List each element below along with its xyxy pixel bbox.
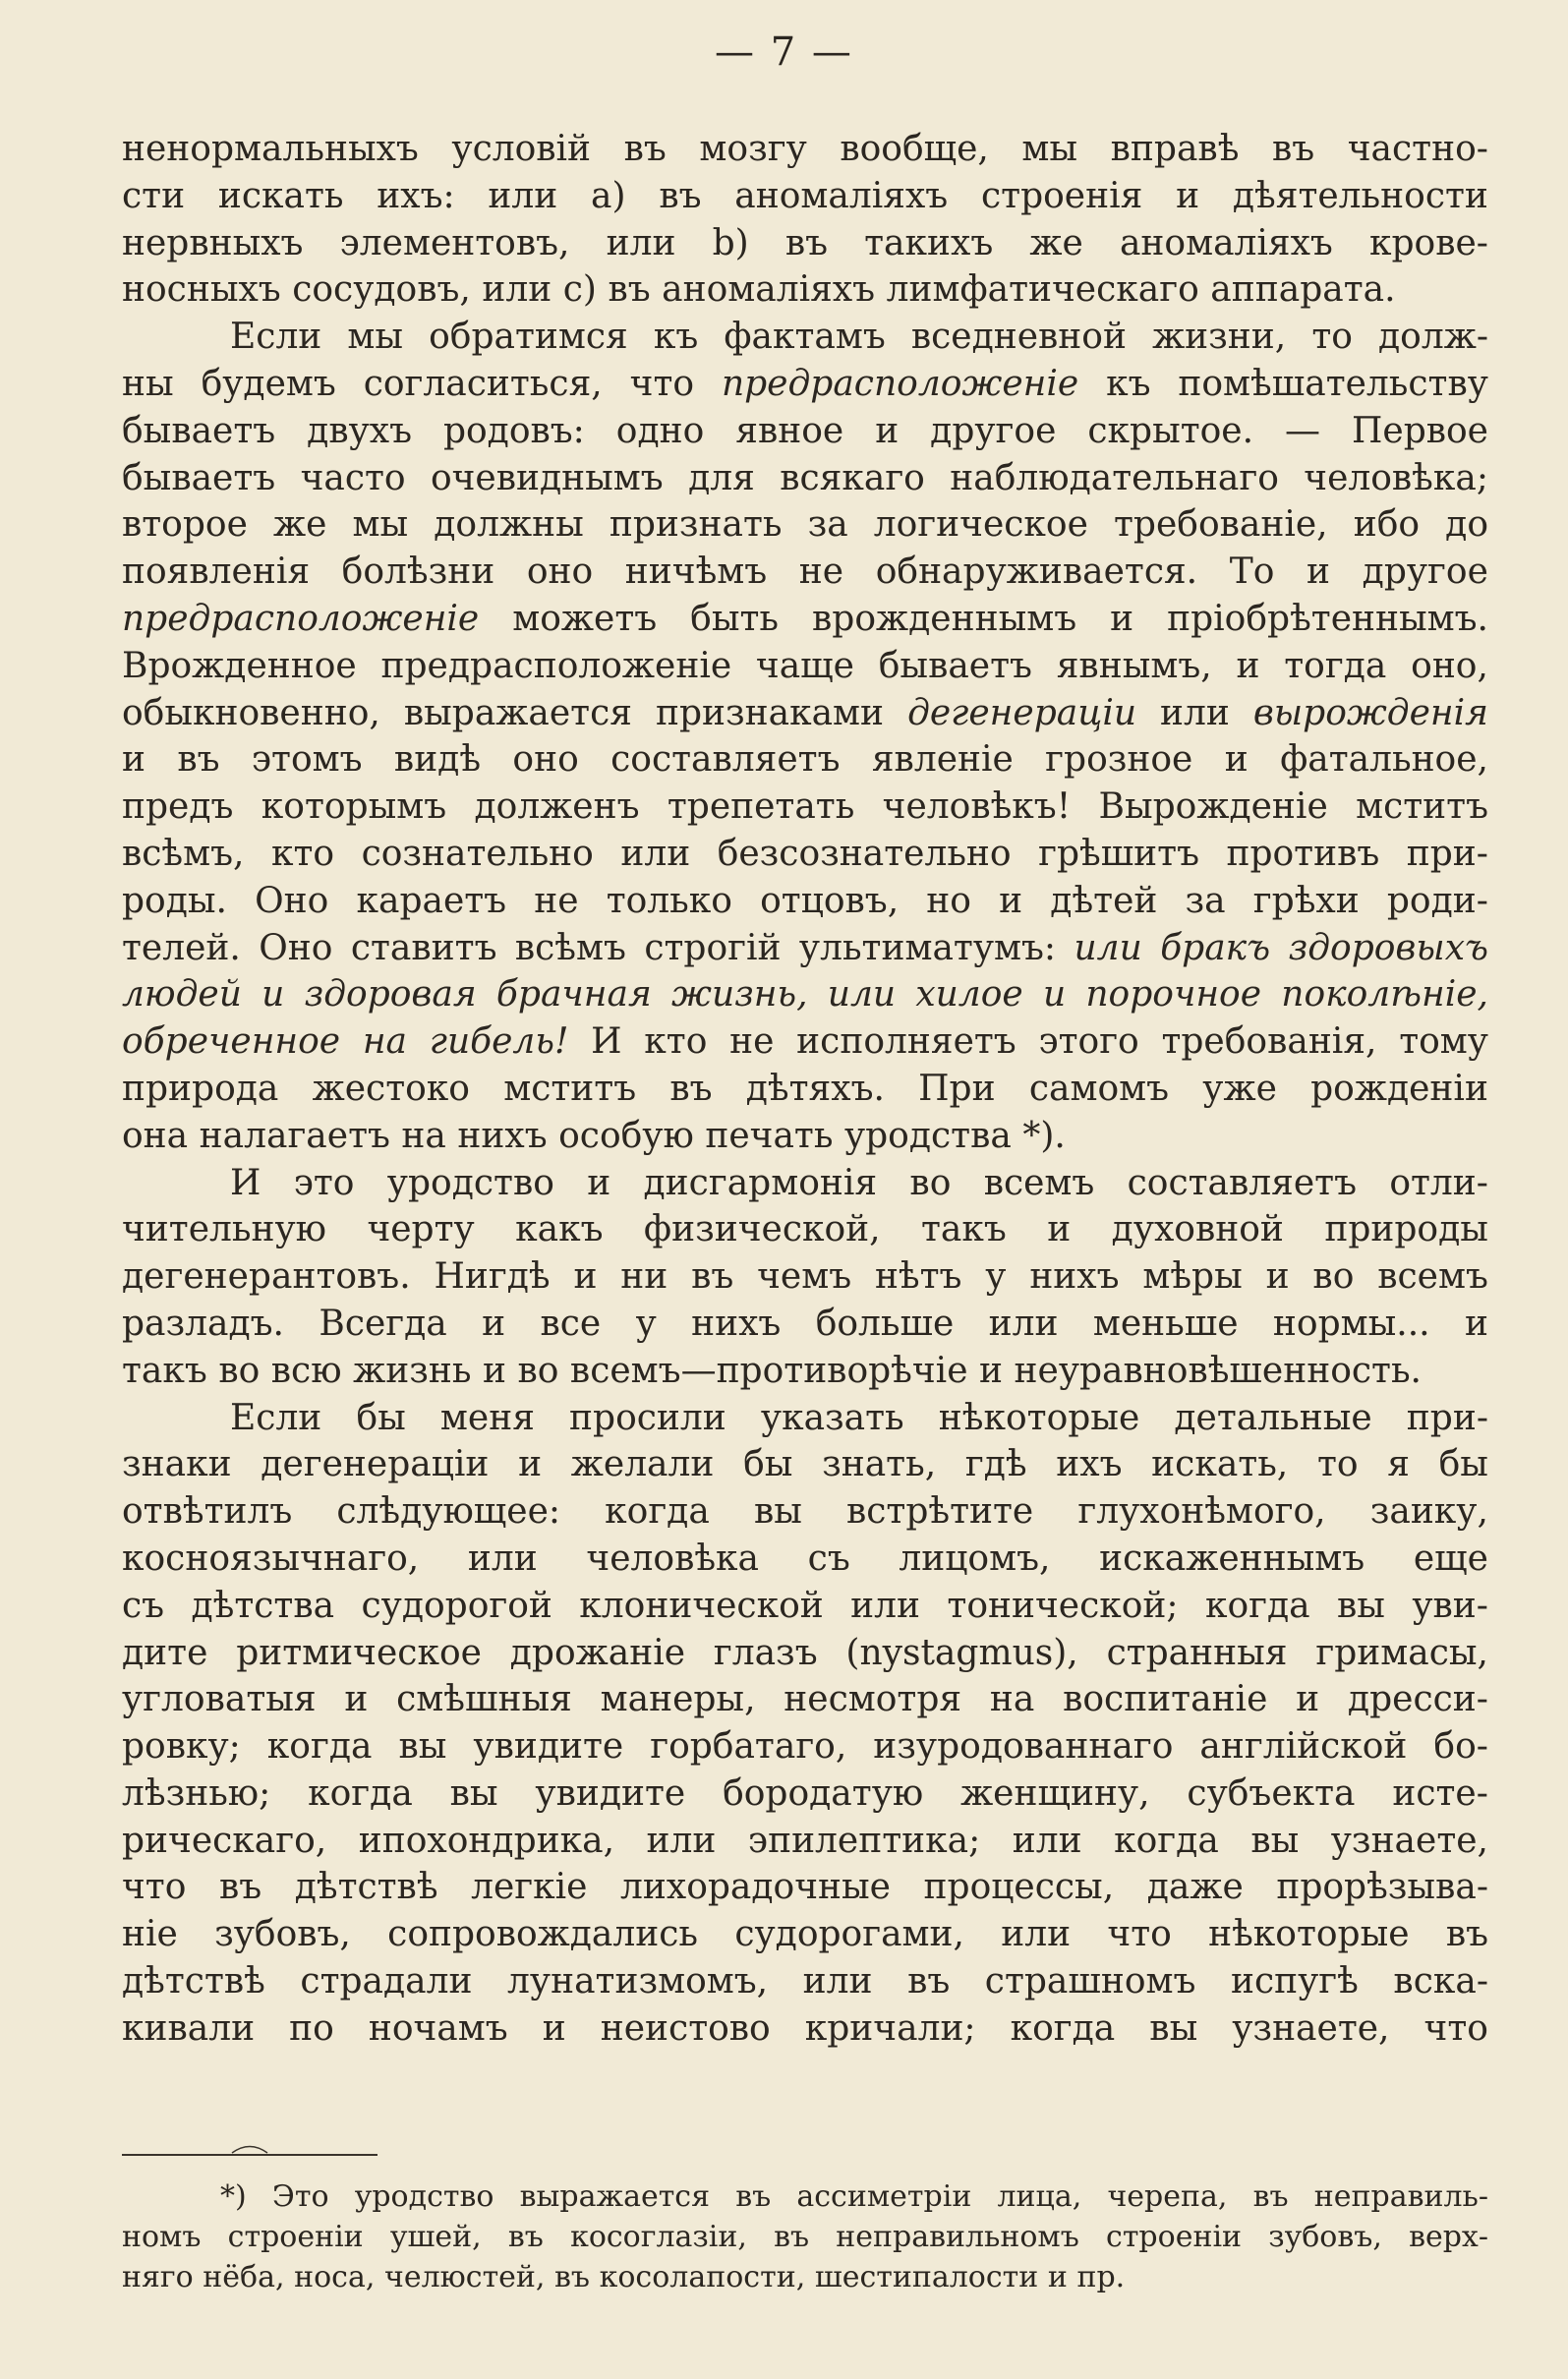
- text-line: рическаго, ипохондрика, или эпилептика; или когда вы узнаете,: [122, 1820, 1488, 1861]
- footnote-separator: [122, 2150, 377, 2158]
- text-line: лѣзнью; когда вы увидите бородатую женщину, субъекта исте-: [122, 1772, 1488, 1814]
- text-line: сти искать ихъ: или а) въ аномаліяхъ строенія и дѣятельности: [122, 175, 1488, 216]
- footnote-line: номъ строеніи ушей, въ косоглазіи, въ неправильномъ строеніи зубовъ, верх-: [122, 2220, 1488, 2254]
- text-line: предрасположеніе можетъ быть врожденнымъ и пріобрѣтеннымъ.: [122, 598, 1488, 639]
- footnote-line: няго нёба, носа, челюстей, въ косолапости, шестипалости и пр.: [122, 2260, 1126, 2294]
- text-line: дегенерантовъ. Нигдѣ и ни въ чемъ нѣтъ у нихъ мѣры и во всемъ: [122, 1256, 1488, 1298]
- text-line: носныхъ сосудовъ, или с) въ аномаліяхъ лимфатическаго аппарата.: [122, 269, 1396, 311]
- text-line: всѣмъ, кто сознательно или безсознательно грѣшитъ противъ при-: [122, 833, 1488, 874]
- text-line: роды. Оно караетъ не только отцовъ, но и дѣтей за грѣхи роди-: [122, 880, 1488, 921]
- text-line: второе же мы должны признать за логическое требованіе, ибо до: [122, 504, 1488, 546]
- text-line: обыкновенно, выражается признаками дегенераціи или вырожденія: [122, 692, 1488, 733]
- text-line: И это уродство и дисгармонія во всемъ составляетъ отли-: [230, 1162, 1488, 1203]
- text-line: и въ этомъ видѣ оно составляетъ явленіе грозное и фатальное,: [122, 739, 1488, 781]
- text-line: обреченное на гибель! И кто не исполняетъ этого требованія, тому: [122, 1021, 1488, 1063]
- text-line: бываетъ часто очевиднымъ для всякаго наблюдательнаго человѣка;: [122, 457, 1488, 498]
- text-line: такъ во всю жизнь и во всемъ—противорѣчіе и неуравновѣшенность.: [122, 1350, 1422, 1391]
- text-line: природа жестоко мститъ въ дѣтяхъ. При самомъ уже рожденіи: [122, 1068, 1488, 1109]
- body-text: [122, 126, 1488, 2053]
- text-line: дите ритмическое дрожаніе глазъ (nystagmus), странныя гримасы,: [122, 1632, 1488, 1673]
- text-line: людей и здоровая брачная жизнь, или хилое и порочное поколѣніе,: [122, 974, 1488, 1015]
- text-line: Если мы обратимся къ фактамъ вседневной жизни, то долж-: [230, 317, 1488, 358]
- text-line: бываетъ двухъ родовъ: одно явное и другое скрытое. — Первое: [122, 410, 1488, 451]
- text-line: косноязычнаго, или человѣка съ лицомъ, искаженнымъ еще: [122, 1538, 1488, 1579]
- separator-ornament: [230, 2142, 269, 2154]
- text-line: Врожденное предрасположеніе чаще бываетъ явнымъ, и тогда оно,: [122, 645, 1488, 686]
- text-line: ненормальныхъ условій въ мозгу вообще, мы вправѣ въ частно-: [122, 129, 1488, 169]
- text-line: появленія болѣзни оно ничѣмъ не обнаруживается. То и другое: [122, 551, 1488, 593]
- text-line: она налагаетъ на нихъ особую печать уродства *).: [122, 1115, 1066, 1156]
- text-line: что въ дѣтствѣ легкіе лихорадочные процессы, даже прорѣзыва-: [122, 1867, 1488, 1908]
- text-line: телей. Оно ставитъ всѣмъ строгій ультиматумъ: или бракъ здоровыхъ: [122, 927, 1488, 968]
- text-line: разладъ. Всегда и все у нихъ больше или меньше нормы... и: [122, 1303, 1488, 1344]
- text-line: угловатыя и смѣшныя манеры, несмотря на воспитаніе и дресси-: [122, 1679, 1488, 1720]
- text-line: ніе зубовъ, сопровождались судорогами, или что нѣкоторые въ: [122, 1914, 1488, 1955]
- text-line: кивали по ночамъ и неистово кричали; когда вы узнаете, что: [122, 2007, 1488, 2049]
- text-line: предъ которымъ долженъ трепетать человѣкъ! Вырожденіе мститъ: [122, 786, 1488, 828]
- text-line: дѣтствѣ страдали лунатизмомъ, или въ страшномъ испугѣ вска-: [122, 1961, 1488, 2002]
- footnote-line: *) Это уродство выражается въ ассиметріи лица, черепа, въ неправиль-: [220, 2179, 1488, 2214]
- text-line: ровку; когда вы увидите горбатаго, изуродованнаго англійской бо-: [122, 1726, 1488, 1768]
- footnotes: [122, 2176, 1488, 2297]
- text-line: знаки дегенераціи и желали бы знать, гдѣ ихъ искать, то я бы: [122, 1444, 1488, 1485]
- text-line: Если бы меня просили указать нѣкоторые детальные при-: [230, 1397, 1488, 1438]
- text-line: отвѣтилъ слѣдующее: когда вы встрѣтите глухонѣмого, заику,: [122, 1491, 1488, 1533]
- text-line: ны будемъ согласиться, что предрасположеніе къ помѣшательству: [122, 363, 1488, 404]
- page-number: — 7 —: [715, 29, 853, 75]
- text-line: съ дѣтства судорогой клонической или тонической; когда вы уви-: [122, 1585, 1488, 1626]
- text-line: чительную черту какъ физической, такъ и духовной природы: [122, 1209, 1488, 1250]
- text-line: нервныхъ элементовъ, или b) въ такихъ же аномаліяхъ крове-: [122, 222, 1488, 263]
